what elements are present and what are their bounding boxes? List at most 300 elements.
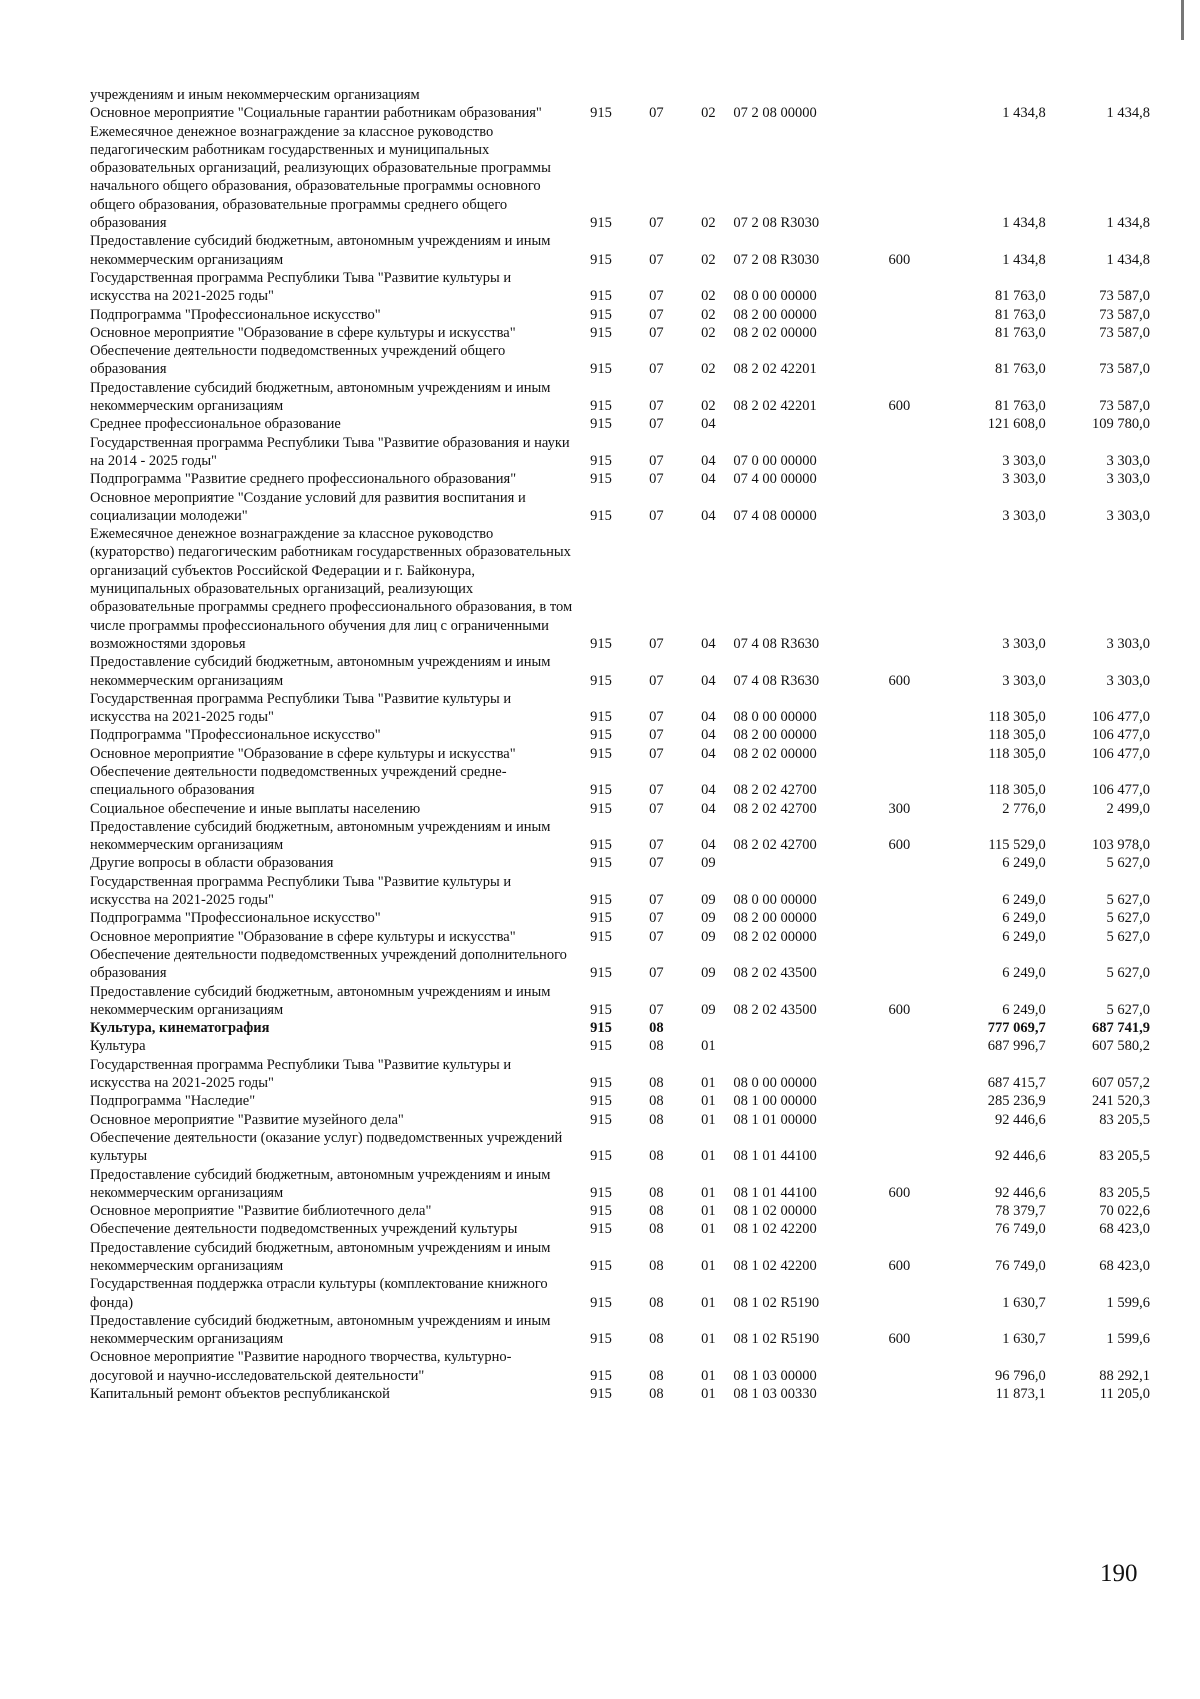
target-article-cell: 07 0 00 00000 (733, 452, 817, 469)
target-article-cell: 08 2 02 42700 (733, 800, 817, 817)
subsection-code-cell: 01 (701, 1258, 716, 1274)
amount-year2-cell: 1 434,8 (1106, 215, 1150, 232)
target-article-cell (733, 86, 872, 104)
target-article-cell: 08 2 02 42700 (733, 837, 817, 854)
target-article-cell (733, 854, 872, 872)
table-row (90, 379, 1150, 416)
subsection-code-cell: 04 (701, 727, 716, 744)
target-article-cell (733, 1019, 872, 1037)
target-article-cell: 07 4 08 R3630 (733, 635, 820, 652)
target-article-cell: 07 4 08 R3630 (733, 672, 820, 689)
row-name-cell: Предоставление субсидий бюджетным, автономным учреждениям и иным некоммерческим организациям (90, 1239, 551, 1274)
table-row (90, 1129, 1150, 1166)
table-row (90, 1092, 1150, 1110)
amount-year2-cell: 5 627,0 (1106, 928, 1150, 945)
row-name-cell: Обеспечение деятельности подведомственных учреждений дополнительного образования (90, 946, 567, 982)
amount-year2-cell: 2 499,0 (1106, 800, 1150, 817)
amount-year2-cell: 83 205,5 (1099, 1184, 1150, 1201)
amount-year2-cell: 68 423,0 (1099, 1258, 1150, 1274)
amount-year2-cell: 5 627,0 (1106, 855, 1150, 872)
amount-year1-cell: 76 749,0 (995, 1258, 1046, 1274)
target-article-cell (733, 1037, 872, 1055)
subsection-code-cell: 09 (701, 965, 716, 982)
subsection-code-cell: 01 (701, 1148, 716, 1165)
row-name-cell: Обеспечение деятельности подведомственных учреждений средне-специального образования (90, 763, 507, 799)
section-code-cell: 07 (649, 837, 664, 854)
row-name-cell: Основное мероприятие "Создание условий для развития воспитания и социализации молодежи" (90, 489, 526, 524)
target-article-cell: 08 0 00 00000 (733, 709, 817, 726)
amount-year1-cell: 3 303,0 (1002, 452, 1046, 469)
subsection-code-cell: 04 (701, 800, 716, 817)
expense-type-cell (872, 1220, 926, 1238)
target-article-cell: 07 4 00 00000 (733, 471, 817, 488)
target-article-cell: 08 1 02 R5190 (733, 1294, 820, 1311)
ministry-code-cell: 915 (590, 892, 612, 909)
table-row (90, 324, 1150, 342)
ministry-code-cell: 915 (590, 416, 612, 433)
expense-type-cell: 600 (888, 1001, 911, 1018)
section-code-cell: 08 (649, 1038, 664, 1055)
target-article-cell: 08 2 00 00000 (733, 306, 817, 323)
amount-year1-cell: 1 630,7 (1002, 1294, 1046, 1311)
target-article-cell: 08 1 02 42200 (733, 1258, 817, 1274)
target-article-cell: 08 2 02 42201 (733, 398, 817, 415)
table-row (90, 470, 1150, 488)
section-code-cell: 08 (649, 1258, 664, 1274)
ministry-code-cell: 915 (590, 361, 612, 378)
ministry-code-cell: 915 (590, 855, 612, 872)
subsection-code-cell: 01 (701, 1386, 716, 1403)
section-code-cell: 07 (649, 892, 664, 909)
amount-year1-cell: 3 303,0 (1002, 507, 1046, 524)
amount-year1-cell: 777 069,7 (987, 1020, 1046, 1037)
expense-type-cell: 600 (888, 1184, 911, 1201)
amount-year2-cell: 3 303,0 (1106, 452, 1150, 469)
target-article-cell (733, 415, 872, 433)
table-row (90, 1037, 1150, 1055)
subsection-code-cell: 04 (701, 745, 716, 762)
amount-year1-cell: 76 749,0 (995, 1221, 1046, 1238)
ministry-code-cell: 915 (590, 910, 612, 927)
table-row (90, 928, 1150, 946)
row-name-cell: Государственная программа Республики Тыва "Развитие культуры и искусства на 2021-2025 годы" (90, 873, 512, 909)
table-row (90, 434, 1150, 471)
amount-year1-cell: 1 630,7 (1002, 1331, 1046, 1348)
subsection-code-cell: 01 (701, 1038, 716, 1055)
table-row (90, 489, 1150, 526)
section-code-cell: 08 (649, 1020, 664, 1037)
ministry-code-cell: 915 (590, 251, 612, 268)
amount-year1-cell: 81 763,0 (995, 398, 1046, 415)
table-row (90, 1019, 1150, 1037)
section-code-cell: 07 (649, 910, 664, 927)
table-row (90, 818, 1150, 855)
subsection-code-cell: 04 (701, 837, 716, 854)
target-article-cell: 08 1 03 00330 (733, 1386, 817, 1403)
row-name-cell: Подпрограмма "Профессиональное искусство" (90, 727, 381, 744)
amount-year2-cell: 3 303,0 (1106, 635, 1150, 652)
amount-year2-cell: 73 587,0 (1099, 288, 1150, 305)
expense-type-cell (872, 1056, 926, 1093)
target-article-cell: 08 1 01 00000 (733, 1111, 817, 1128)
section-code-cell: 07 (649, 324, 664, 341)
ministry-code-cell: 915 (590, 1075, 612, 1092)
ministry-code-cell: 915 (590, 1001, 612, 1018)
ministry-code-cell: 915 (590, 1367, 612, 1384)
amount-year2-cell: 73 587,0 (1099, 361, 1150, 378)
subsection-code-cell: 01 (701, 1203, 716, 1220)
amount-year1-cell: 81 763,0 (995, 288, 1046, 305)
table-row (90, 909, 1150, 927)
expense-type-cell (872, 1092, 926, 1110)
amount-year1-cell: 6 249,0 (1002, 1001, 1046, 1018)
row-name-cell: Обеспечение деятельности подведомственных учреждений культуры (90, 1221, 518, 1238)
amount-year1-cell: 118 305,0 (988, 727, 1046, 744)
row-name-cell: Основное мероприятие "Образование в сфере культуры и искусства" (90, 928, 516, 945)
subsection-code-cell: 09 (701, 855, 716, 872)
expense-type-cell (872, 306, 926, 324)
ministry-code-cell: 915 (590, 105, 612, 122)
section-code-cell: 07 (649, 727, 664, 744)
subsection-code-cell: 01 (701, 1111, 716, 1128)
subsection-code-cell: 04 (701, 471, 716, 488)
amount-year2-cell: 5 627,0 (1106, 910, 1150, 927)
expense-type-cell: 600 (888, 251, 911, 268)
row-name-cell: Ежемесячное денежное вознаграждение за классное руководство педагогическим работникам государственных и муниципальных образовательных организаций, реализующих образовательные программы начального общего образования, образовательные программы основного общего образования, образовательные программы среднего общего образования (90, 123, 551, 232)
row-name-cell: Предоставление субсидий бюджетным, автономным учреждениям и иным некоммерческим организациям (90, 818, 551, 854)
ministry-code-cell: 915 (590, 452, 612, 469)
amount-year1-cell: 6 249,0 (1002, 928, 1046, 945)
subsection-code-cell: 02 (701, 215, 716, 232)
ministry-code-cell: 915 (590, 215, 612, 232)
row-name-cell: Предоставление субсидий бюджетным, автономным учреждениям и иным некоммерческим организациям (90, 654, 551, 689)
section-code-cell: 07 (649, 928, 664, 945)
scan-edge-mark (1181, 0, 1184, 40)
section-code-cell: 08 (649, 1386, 664, 1403)
section-code-cell: 07 (649, 416, 664, 433)
target-article-cell: 07 2 08 R3030 (733, 215, 820, 232)
amount-year2-cell: 88 292,1 (1099, 1367, 1150, 1384)
subsection-code-cell: 04 (701, 507, 716, 524)
section-code-cell: 08 (649, 1075, 664, 1092)
section-code-cell: 07 (649, 288, 664, 305)
amount-year2-cell: 3 303,0 (1106, 471, 1150, 488)
target-article-cell: 08 1 02 R5190 (733, 1331, 820, 1348)
table-row (90, 86, 1150, 104)
section-code-cell: 07 (649, 507, 664, 524)
table-row (90, 983, 1150, 1020)
section-code-cell: 07 (649, 672, 664, 689)
amount-year1-cell: 1 434,8 (1002, 251, 1046, 268)
amount-year2-cell: 106 477,0 (1092, 745, 1150, 762)
amount-year1-cell: 3 303,0 (1002, 471, 1046, 488)
section-code-cell: 08 (649, 1331, 664, 1348)
amount-year2-cell: 68 423,0 (1099, 1221, 1150, 1238)
ministry-code-cell: 915 (590, 1294, 612, 1311)
amount-year2-cell: 83 205,5 (1099, 1148, 1150, 1165)
section-code-cell: 07 (649, 800, 664, 817)
expense-type-cell (872, 1385, 926, 1403)
target-article-cell: 08 2 02 43500 (733, 1001, 817, 1018)
ministry-code-cell: 915 (590, 1020, 612, 1037)
page-number: 190 (1100, 1560, 1138, 1587)
section-code-cell: 07 (649, 105, 664, 122)
ministry-code-cell: 915 (590, 800, 612, 817)
amount-year1-cell: 81 763,0 (995, 361, 1046, 378)
ministry-code-cell: 915 (590, 1386, 612, 1403)
amount-year1-cell: 1 434,8 (1002, 215, 1046, 232)
ministry-code-cell: 915 (590, 1221, 612, 1238)
amount-year2-cell: 607 057,2 (1092, 1075, 1150, 1092)
table-row (90, 1385, 1150, 1403)
expense-type-cell (872, 342, 926, 379)
row-name-cell: Основное мероприятие "Развитие музейного дела" (90, 1111, 404, 1128)
section-code-cell: 08 (649, 1111, 664, 1128)
amount-year2-cell: 607 580,2 (1092, 1038, 1150, 1055)
expense-type-cell (872, 763, 926, 800)
ministry-code-cell: 915 (590, 928, 612, 945)
amount-year2-cell: 1 434,8 (1106, 105, 1150, 122)
expense-type-cell (872, 123, 926, 233)
expense-type-cell: 600 (888, 837, 911, 854)
expense-type-cell (872, 1111, 926, 1129)
row-name-cell: Ежемесячное денежное вознаграждение за классное руководство (кураторство) педагогическим работникам государственных образовательных организаций субъектов Российской Федерации и г. Байконура, муниципальных образовательных организаций, реализующих образовательные программы среднего профессионального образования, в том числе программы профессионального обучения для лиц с ограниченными возможностями здоровья (90, 526, 573, 652)
row-name-cell: Основное мероприятие "Образование в сфере культуры и искусства" (90, 745, 516, 762)
section-code-cell: 08 (649, 1148, 664, 1165)
row-name-cell: Обеспечение деятельности подведомственных учреждений общего образования (90, 343, 506, 378)
subsection-code-cell: 04 (701, 416, 716, 433)
section-code-cell: 07 (649, 251, 664, 268)
subsection-code-cell: 02 (701, 288, 716, 305)
ministry-code-cell (573, 86, 629, 104)
row-name-cell: Подпрограмма "Профессиональное искусство" (90, 306, 381, 323)
ministry-code-cell: 915 (590, 672, 612, 689)
table-row (90, 1056, 1150, 1093)
amount-year2-cell: 5 627,0 (1106, 965, 1150, 982)
expense-type-cell: 600 (888, 1258, 911, 1274)
table-row (90, 946, 1150, 983)
amount-year1-cell: 96 796,0 (995, 1367, 1046, 1384)
ministry-code-cell: 915 (590, 507, 612, 524)
ministry-code-cell: 915 (590, 635, 612, 652)
table-row (90, 1239, 1150, 1276)
row-name-cell: Государственная программа Республики Тыва "Развитие образования и науки на 2014 - 2025 годы" (90, 434, 570, 469)
target-article-cell: 08 0 00 00000 (733, 288, 817, 305)
table-row (90, 525, 1150, 653)
expense-type-cell: 600 (888, 1331, 911, 1348)
section-code-cell: 07 (649, 855, 664, 872)
amount-year1-cell: 285 236,9 (987, 1093, 1046, 1110)
amount-year1-cell: 687 996,7 (987, 1038, 1046, 1055)
expense-type-cell (872, 1275, 926, 1312)
expense-type-cell (872, 946, 926, 983)
expense-type-cell (872, 415, 926, 433)
subsection-code-cell: 04 (701, 709, 716, 726)
section-code-cell: 07 (649, 745, 664, 762)
subsection-code-cell: 02 (701, 398, 716, 415)
expense-type-cell (872, 324, 926, 342)
section-code-cell: 07 (649, 306, 664, 323)
subsection-code-cell: 09 (701, 1001, 716, 1018)
row-name-cell: Капитальный ремонт объектов республиканской (90, 1386, 390, 1403)
ministry-code-cell: 915 (590, 1184, 612, 1201)
amount-year1-cell: 78 379,7 (995, 1203, 1046, 1220)
table-row (90, 1202, 1150, 1220)
expense-type-cell (872, 928, 926, 946)
table-row (90, 690, 1150, 727)
expense-type-cell (872, 909, 926, 927)
table-row (90, 1348, 1150, 1385)
target-article-cell: 07 2 08 R3030 (733, 251, 820, 268)
table-row (90, 415, 1150, 433)
amount-year1-cell: 687 415,7 (987, 1075, 1046, 1092)
target-article-cell: 08 1 02 00000 (733, 1203, 817, 1220)
amount-year2-cell: 70 022,6 (1099, 1203, 1150, 1220)
amount-year1-cell: 118 305,0 (988, 709, 1046, 726)
row-name-cell: Другие вопросы в области образования (90, 855, 334, 872)
section-code-cell: 08 (649, 1294, 664, 1311)
section-code-cell: 08 (649, 1093, 664, 1110)
amount-year1-cell: 1 434,8 (1002, 105, 1046, 122)
amount-year2-cell: 103 978,0 (1092, 837, 1150, 854)
expense-type-cell (872, 434, 926, 471)
target-article-cell: 08 2 02 00000 (733, 745, 817, 762)
amount-year2-cell: 106 477,0 (1092, 709, 1150, 726)
table-row (90, 726, 1150, 744)
amount-year2-cell: 73 587,0 (1099, 398, 1150, 415)
section-code-cell: 07 (649, 361, 664, 378)
section-code-cell: 07 (649, 398, 664, 415)
section-code-cell: 07 (649, 635, 664, 652)
expense-type-cell (872, 745, 926, 763)
target-article-cell: 08 1 02 42200 (733, 1221, 817, 1238)
ministry-code-cell: 915 (590, 709, 612, 726)
section-code-cell: 07 (649, 965, 664, 982)
amount-year2-cell: 11 205,0 (1099, 1386, 1150, 1403)
expense-type-cell (872, 1348, 926, 1385)
row-name-cell: Предоставление субсидий бюджетным, автономным учреждениям и иным некоммерческим организациям (90, 1312, 551, 1348)
amount-year1-cell: 3 303,0 (1002, 672, 1046, 689)
subsection-code-cell: 02 (701, 324, 716, 341)
ministry-code-cell: 915 (590, 398, 612, 415)
subsection-code-cell: 09 (701, 928, 716, 945)
section-code-cell: 08 (649, 1203, 664, 1220)
amount-year1-cell: 81 763,0 (995, 306, 1046, 323)
subsection-code-cell (683, 1019, 733, 1037)
subsection-code-cell: 01 (701, 1075, 716, 1092)
expense-type-cell: 300 (888, 800, 911, 817)
amount-year2-cell: 1 599,6 (1106, 1294, 1150, 1311)
subsection-code-cell: 04 (701, 782, 716, 799)
expense-type-cell (872, 489, 926, 526)
subsection-code-cell: 01 (701, 1093, 716, 1110)
amount-year2-cell: 3 303,0 (1106, 507, 1150, 524)
target-article-cell: 08 2 02 42201 (733, 361, 817, 378)
amount-year1-cell: 92 446,6 (995, 1148, 1046, 1165)
target-article-cell: 08 2 00 00000 (733, 727, 817, 744)
expense-type-cell (872, 104, 926, 122)
target-article-cell: 08 0 00 00000 (733, 1075, 817, 1092)
table-row (90, 854, 1150, 872)
row-name-cell: Основное мероприятие "Социальные гарантии работникам образования" (90, 105, 542, 122)
row-name-cell: Государственная программа Республики Тыва "Развитие культуры и искусства на 2021-2025 годы" (90, 1056, 512, 1092)
amount-year1-cell: 118 305,0 (988, 745, 1046, 762)
section-code-cell: 07 (649, 471, 664, 488)
amount-year1-cell: 115 529,0 (988, 837, 1046, 854)
amount-year2-cell: 83 205,5 (1099, 1111, 1150, 1128)
amount-year1-cell: 3 303,0 (1002, 635, 1046, 652)
subsection-code-cell: 04 (701, 635, 716, 652)
expense-type-cell (872, 269, 926, 306)
ministry-code-cell: 915 (590, 782, 612, 799)
expense-type-cell (872, 690, 926, 727)
table-row (90, 1275, 1150, 1312)
row-name-cell: Предоставление субсидий бюджетным, автономным учреждениям и иным некоммерческим организациям (90, 1166, 551, 1201)
subsection-code-cell: 09 (701, 910, 716, 927)
row-name-cell: Государственная программа Республики Тыва "Развитие культуры и искусства на 2021-2025 годы" (90, 690, 512, 726)
row-name-cell: Государственная программа Республики Тыва "Развитие культуры и искусства на 2021-2025 годы" (90, 269, 512, 305)
row-name-cell: Предоставление субсидий бюджетным, автономным учреждениям и иным некоммерческим организациям (90, 983, 551, 1018)
budget-table-body (90, 86, 1150, 1403)
expense-type-cell (872, 470, 926, 488)
expense-type-cell (872, 1202, 926, 1220)
ministry-code-cell: 915 (590, 324, 612, 341)
amount-year1-cell: 118 305,0 (988, 782, 1046, 799)
row-name-cell: Культура, кинематография (90, 1020, 270, 1037)
row-name-cell: Культура (90, 1038, 146, 1055)
target-article-cell: 07 4 08 00000 (733, 507, 817, 524)
expense-type-cell (872, 1129, 926, 1166)
expense-type-cell: 600 (888, 398, 911, 415)
ministry-code-cell: 915 (590, 1331, 612, 1348)
table-row (90, 1312, 1150, 1349)
row-name-cell: Подпрограмма "Развитие среднего профессионального образования" (90, 471, 517, 488)
subsection-code-cell: 02 (701, 251, 716, 268)
ministry-code-cell: 915 (590, 1203, 612, 1220)
ministry-code-cell: 915 (590, 1111, 612, 1128)
amount-year1-cell: 92 446,6 (995, 1184, 1046, 1201)
subsection-code-cell: 02 (701, 306, 716, 323)
ministry-code-cell: 915 (590, 965, 612, 982)
ministry-code-cell: 915 (590, 1258, 612, 1274)
target-article-cell: 07 2 08 00000 (733, 105, 817, 122)
target-article-cell: 08 1 01 44100 (733, 1184, 817, 1201)
amount-year2-cell: 109 780,0 (1092, 416, 1150, 433)
row-name-cell: Обеспечение деятельности (оказание услуг) подведомственных учреждений культуры (90, 1129, 563, 1165)
target-article-cell: 08 2 02 43500 (733, 965, 817, 982)
ministry-code-cell: 915 (590, 306, 612, 323)
target-article-cell: 08 2 00 00000 (733, 910, 817, 927)
target-article-cell: 08 2 02 00000 (733, 928, 817, 945)
target-article-cell: 08 1 03 00000 (733, 1367, 817, 1384)
section-code-cell: 07 (649, 1001, 664, 1018)
subsection-code-cell: 01 (701, 1367, 716, 1384)
amount-year1-cell: 6 249,0 (1002, 910, 1046, 927)
table-row (90, 1111, 1150, 1129)
ministry-code-cell: 915 (590, 471, 612, 488)
expense-type-cell (872, 525, 926, 653)
expense-type-cell (872, 1037, 926, 1055)
table-row (90, 653, 1150, 690)
subsection-code-cell: 09 (701, 892, 716, 909)
section-code-cell (629, 86, 683, 104)
target-article-cell: 08 2 02 00000 (733, 324, 817, 341)
ministry-code-cell: 915 (590, 288, 612, 305)
amount-year1-cell: 121 608,0 (987, 416, 1046, 433)
row-name-cell: Государственная поддержка отрасли культуры (комплектование книжного фонда) (90, 1276, 548, 1311)
ministry-code-cell: 915 (590, 727, 612, 744)
table-row (90, 745, 1150, 763)
